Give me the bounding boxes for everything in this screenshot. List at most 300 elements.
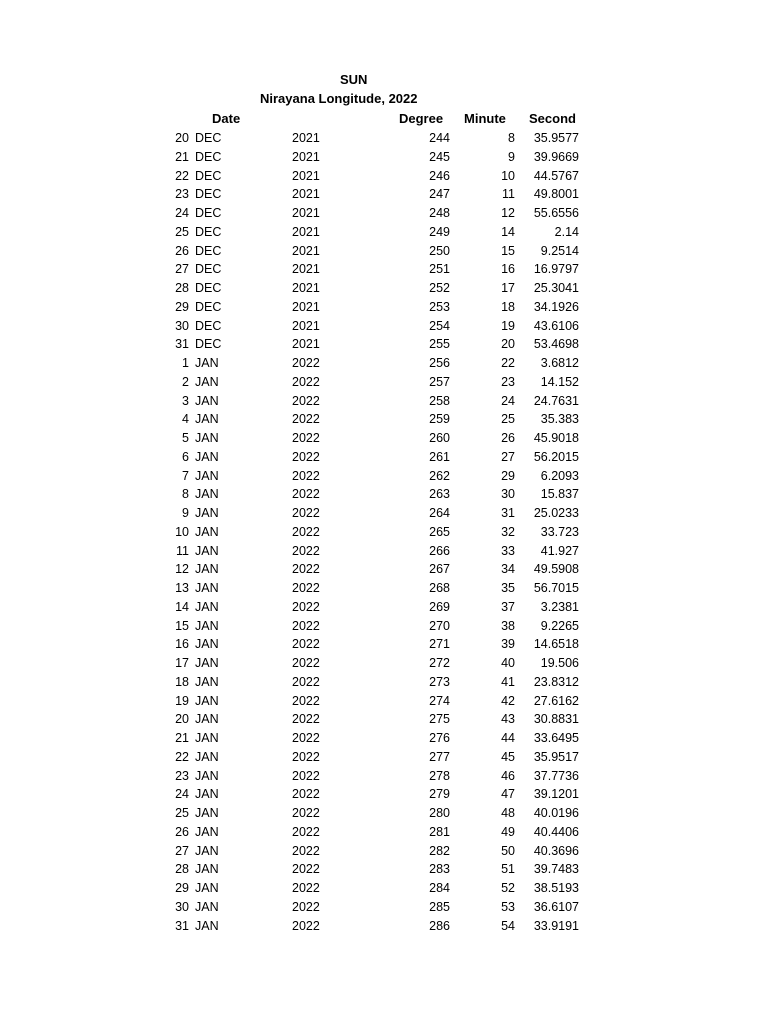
cell-year: 2021 <box>292 131 320 145</box>
cell-minute: 23 <box>501 374 515 389</box>
cell-month: JAN <box>195 749 219 764</box>
table-row <box>0 523 768 542</box>
cell-year: 2022 <box>292 562 320 577</box>
table-row <box>0 317 768 336</box>
table-row <box>0 448 768 467</box>
cell-month: JAN <box>195 374 219 389</box>
table-row <box>0 410 768 429</box>
cell-second: 30.8831 <box>533 712 579 727</box>
cell-month: JAN <box>195 449 219 464</box>
cell-day: 18 <box>175 674 189 689</box>
table-row <box>0 560 768 579</box>
cell-year: 2022 <box>292 899 320 914</box>
column-header-date: Date <box>212 111 241 126</box>
cell-degree: 264 <box>429 506 450 520</box>
cell-degree: 258 <box>429 393 450 408</box>
cell-month: DEC <box>195 149 222 164</box>
cell-year: 2022 <box>292 599 320 614</box>
cell-month: DEC <box>195 187 222 202</box>
cell-year: 2021 <box>292 224 320 239</box>
cell-second: 34.1926 <box>533 299 579 314</box>
cell-month: JAN <box>195 824 219 839</box>
cell-minute: 22 <box>501 356 515 370</box>
table-row <box>0 785 768 804</box>
cell-day: 14 <box>175 599 189 614</box>
cell-year: 2022 <box>292 581 320 595</box>
cell-day: 28 <box>175 281 189 295</box>
cell-minute: 50 <box>501 843 515 858</box>
cell-second: 49.8001 <box>533 187 579 202</box>
cell-day: 26 <box>175 243 189 258</box>
cell-month: JAN <box>195 918 219 933</box>
cell-year: 2022 <box>292 787 320 802</box>
cell-year: 2022 <box>292 487 320 502</box>
cell-degree: 254 <box>429 318 450 333</box>
cell-second: 14.6518 <box>533 637 579 652</box>
cell-month: JAN <box>195 881 219 895</box>
cell-year: 2022 <box>292 768 320 783</box>
cell-degree: 286 <box>429 918 450 933</box>
cell-second: 14.152 <box>540 374 579 389</box>
cell-year: 2022 <box>292 506 320 520</box>
cell-degree: 274 <box>429 693 450 708</box>
cell-day: 31 <box>175 337 189 352</box>
cell-second: 39.9669 <box>533 149 579 164</box>
cell-month: DEC <box>195 262 222 277</box>
cell-month: JAN <box>195 581 219 595</box>
table-row <box>0 223 768 242</box>
cell-day: 4 <box>182 412 189 427</box>
cell-degree: 279 <box>429 787 450 802</box>
table-row <box>0 485 768 504</box>
table-row <box>0 148 768 167</box>
cell-degree: 267 <box>429 562 450 577</box>
cell-day: 24 <box>175 206 189 220</box>
table-row <box>0 879 768 898</box>
cell-month: JAN <box>195 618 219 633</box>
cell-minute: 51 <box>501 862 515 877</box>
cell-year: 2022 <box>292 449 320 464</box>
table-row <box>0 842 768 861</box>
cell-minute: 24 <box>501 393 515 408</box>
cell-second: 53.4698 <box>533 337 579 352</box>
cell-second: 35.9577 <box>533 131 579 145</box>
table-row <box>0 354 768 373</box>
cell-day: 2 <box>182 374 189 389</box>
cell-degree: 285 <box>429 899 450 914</box>
cell-month: JAN <box>195 468 219 483</box>
cell-day: 6 <box>182 449 189 464</box>
cell-day: 5 <box>182 431 189 445</box>
cell-month: JAN <box>195 543 219 558</box>
cell-minute: 40 <box>501 656 515 670</box>
cell-minute: 41 <box>501 674 515 689</box>
cell-month: JAN <box>195 656 219 670</box>
cell-degree: 252 <box>429 281 450 295</box>
cell-month: DEC <box>195 281 222 295</box>
cell-second: 25.0233 <box>533 506 579 520</box>
cell-degree: 280 <box>429 806 450 820</box>
cell-second: 25.3041 <box>533 281 579 295</box>
cell-day: 12 <box>175 562 189 577</box>
table-row <box>0 279 768 298</box>
cell-degree: 247 <box>429 187 450 202</box>
longitude-table-body <box>0 129 768 935</box>
cell-second: 33.6495 <box>533 731 579 745</box>
cell-year: 2021 <box>292 318 320 333</box>
cell-degree: 271 <box>429 637 450 652</box>
cell-year: 2021 <box>292 299 320 314</box>
cell-day: 17 <box>175 656 189 670</box>
table-row <box>0 167 768 186</box>
cell-degree: 265 <box>429 524 450 539</box>
table-row <box>0 598 768 617</box>
cell-second: 39.1201 <box>533 787 579 802</box>
cell-minute: 43 <box>501 712 515 727</box>
cell-minute: 10 <box>501 168 515 183</box>
cell-year: 2021 <box>292 281 320 295</box>
cell-degree: 246 <box>429 168 450 183</box>
cell-day: 27 <box>175 843 189 858</box>
cell-year: 2022 <box>292 693 320 708</box>
cell-degree: 266 <box>429 543 450 558</box>
cell-degree: 250 <box>429 243 450 258</box>
column-header-minute: Minute <box>464 111 506 126</box>
cell-degree: 244 <box>429 131 450 145</box>
cell-degree: 256 <box>429 356 450 370</box>
cell-day: 7 <box>182 468 189 483</box>
cell-month: DEC <box>195 299 222 314</box>
cell-day: 30 <box>175 899 189 914</box>
cell-day: 21 <box>175 149 189 164</box>
table-subtitle: Nirayana Longitude, 2022 <box>260 91 418 106</box>
cell-second: 3.2381 <box>540 599 579 614</box>
cell-year: 2021 <box>292 187 320 202</box>
cell-minute: 54 <box>501 918 515 933</box>
cell-day: 20 <box>175 712 189 727</box>
cell-month: JAN <box>195 731 219 745</box>
cell-minute: 18 <box>501 299 515 314</box>
table-row <box>0 429 768 448</box>
cell-month: JAN <box>195 693 219 708</box>
cell-second: 9.2514 <box>540 243 579 258</box>
cell-minute: 14 <box>501 224 515 239</box>
cell-second: 40.4406 <box>533 824 579 839</box>
cell-month: JAN <box>195 806 219 820</box>
table-row <box>0 804 768 823</box>
cell-year: 2021 <box>292 262 320 277</box>
cell-degree: 260 <box>429 431 450 445</box>
cell-minute: 31 <box>501 506 515 520</box>
cell-year: 2021 <box>292 149 320 164</box>
cell-month: JAN <box>195 487 219 502</box>
cell-year: 2022 <box>292 918 320 933</box>
cell-minute: 48 <box>501 806 515 820</box>
cell-degree: 259 <box>429 412 450 427</box>
cell-month: DEC <box>195 243 222 258</box>
cell-minute: 26 <box>501 431 515 445</box>
cell-minute: 17 <box>501 281 515 295</box>
cell-day: 25 <box>175 806 189 820</box>
cell-second: 39.7483 <box>533 862 579 877</box>
cell-day: 21 <box>175 731 189 745</box>
cell-minute: 49 <box>501 824 515 839</box>
cell-month: JAN <box>195 562 219 577</box>
cell-degree: 270 <box>429 618 450 633</box>
cell-day: 16 <box>175 637 189 652</box>
cell-month: JAN <box>195 899 219 914</box>
cell-month: DEC <box>195 206 222 220</box>
table-row <box>0 710 768 729</box>
cell-degree: 249 <box>429 224 450 239</box>
cell-second: 6.2093 <box>540 468 579 483</box>
cell-minute: 16 <box>501 262 515 277</box>
cell-year: 2022 <box>292 749 320 764</box>
cell-minute: 34 <box>501 562 515 577</box>
cell-minute: 52 <box>501 881 515 895</box>
column-header-degree: Degree <box>399 111 444 126</box>
cell-degree: 272 <box>429 656 450 670</box>
table-row <box>0 654 768 673</box>
cell-second: 35.9517 <box>533 749 579 764</box>
cell-degree: 273 <box>429 674 450 689</box>
cell-second: 2.14 <box>554 224 579 239</box>
cell-minute: 27 <box>501 449 515 464</box>
cell-second: 55.6556 <box>533 206 579 220</box>
table-row <box>0 185 768 204</box>
cell-year: 2022 <box>292 618 320 633</box>
cell-month: JAN <box>195 843 219 858</box>
cell-minute: 39 <box>501 637 515 652</box>
cell-month: JAN <box>195 356 219 370</box>
cell-second: 40.3696 <box>533 843 579 858</box>
cell-degree: 284 <box>429 881 450 895</box>
cell-year: 2022 <box>292 824 320 839</box>
cell-minute: 30 <box>501 487 515 502</box>
table-row <box>0 917 768 936</box>
cell-minute: 8 <box>508 131 515 145</box>
cell-minute: 11 <box>502 187 515 202</box>
cell-minute: 35 <box>501 581 515 595</box>
column-header-second: Second <box>529 111 576 126</box>
cell-degree: 278 <box>429 768 450 783</box>
cell-year: 2022 <box>292 806 320 820</box>
cell-degree: 282 <box>429 843 450 858</box>
cell-degree: 263 <box>429 487 450 502</box>
cell-degree: 253 <box>429 299 450 314</box>
cell-year: 2022 <box>292 881 320 895</box>
table-row <box>0 542 768 561</box>
table-row <box>0 260 768 279</box>
cell-month: JAN <box>195 393 219 408</box>
cell-month: JAN <box>195 431 219 445</box>
cell-year: 2022 <box>292 393 320 408</box>
cell-year: 2022 <box>292 543 320 558</box>
cell-day: 26 <box>175 824 189 839</box>
cell-minute: 29 <box>501 468 515 483</box>
cell-day: 22 <box>175 168 189 183</box>
cell-second: 41.927 <box>540 543 579 558</box>
cell-second: 35.383 <box>540 412 579 427</box>
cell-day: 22 <box>175 749 189 764</box>
cell-second: 43.6106 <box>533 318 579 333</box>
cell-second: 3.6812 <box>540 356 579 370</box>
cell-year: 2021 <box>292 337 320 352</box>
cell-day: 9 <box>182 506 189 520</box>
cell-second: 36.6107 <box>533 899 579 914</box>
cell-year: 2022 <box>292 843 320 858</box>
cell-day: 23 <box>175 187 189 202</box>
cell-minute: 12 <box>501 206 515 220</box>
cell-second: 44.5767 <box>533 168 579 183</box>
table-row <box>0 298 768 317</box>
cell-day: 27 <box>175 262 189 277</box>
cell-month: DEC <box>195 318 222 333</box>
cell-degree: 276 <box>429 731 450 745</box>
cell-second: 33.9191 <box>533 918 579 933</box>
cell-year: 2022 <box>292 712 320 727</box>
cell-degree: 281 <box>429 824 450 839</box>
cell-month: JAN <box>195 768 219 783</box>
cell-degree: 262 <box>429 468 450 483</box>
cell-degree: 245 <box>429 149 450 164</box>
cell-month: JAN <box>195 506 219 520</box>
cell-day: 24 <box>175 787 189 802</box>
cell-minute: 33 <box>501 543 515 558</box>
table-row <box>0 692 768 711</box>
cell-second: 27.6162 <box>533 693 579 708</box>
table-row <box>0 335 768 354</box>
cell-second: 33.723 <box>540 524 579 539</box>
cell-day: 11 <box>176 543 189 558</box>
cell-second: 16.9797 <box>533 262 579 277</box>
cell-second: 9.2265 <box>540 618 579 633</box>
cell-degree: 248 <box>429 206 450 220</box>
cell-day: 3 <box>182 393 189 408</box>
table-title: SUN <box>340 72 368 87</box>
cell-year: 2022 <box>292 431 320 445</box>
cell-year: 2022 <box>292 656 320 670</box>
cell-year: 2022 <box>292 412 320 427</box>
table-row <box>0 204 768 223</box>
cell-year: 2022 <box>292 468 320 483</box>
cell-minute: 45 <box>501 749 515 764</box>
cell-second: 37.7736 <box>533 768 579 783</box>
cell-day: 29 <box>175 299 189 314</box>
cell-year: 2022 <box>292 356 320 370</box>
table-row <box>0 729 768 748</box>
cell-degree: 283 <box>429 862 450 877</box>
cell-second: 40.0196 <box>533 806 579 820</box>
cell-year: 2021 <box>292 243 320 258</box>
cell-degree: 255 <box>429 337 450 352</box>
cell-month: DEC <box>195 337 222 352</box>
cell-minute: 42 <box>501 693 515 708</box>
cell-day: 20 <box>175 131 189 145</box>
cell-day: 23 <box>175 768 189 783</box>
table-row <box>0 242 768 261</box>
cell-month: DEC <box>195 131 222 145</box>
cell-month: JAN <box>195 787 219 802</box>
cell-minute: 44 <box>501 731 515 745</box>
table-row <box>0 373 768 392</box>
cell-degree: 275 <box>429 712 450 727</box>
cell-day: 29 <box>175 881 189 895</box>
cell-day: 8 <box>182 487 189 502</box>
cell-degree: 261 <box>429 449 450 464</box>
cell-minute: 38 <box>501 618 515 633</box>
cell-second: 56.7015 <box>533 581 579 595</box>
cell-degree: 268 <box>429 581 450 595</box>
cell-month: JAN <box>195 599 219 614</box>
cell-minute: 20 <box>501 337 515 352</box>
table-row <box>0 392 768 411</box>
cell-degree: 269 <box>429 599 450 614</box>
table-row <box>0 617 768 636</box>
table-row <box>0 898 768 917</box>
cell-month: JAN <box>195 637 219 652</box>
table-row <box>0 767 768 786</box>
table-row <box>0 129 768 148</box>
cell-day: 25 <box>175 224 189 239</box>
cell-minute: 37 <box>501 599 515 614</box>
cell-year: 2021 <box>292 206 320 220</box>
cell-second: 19.506 <box>540 656 579 670</box>
table-row <box>0 860 768 879</box>
table-row <box>0 823 768 842</box>
cell-month: DEC <box>195 168 222 183</box>
table-row <box>0 579 768 598</box>
cell-day: 13 <box>175 581 189 595</box>
cell-month: JAN <box>195 674 219 689</box>
cell-minute: 25 <box>501 412 515 427</box>
cell-year: 2022 <box>292 637 320 652</box>
cell-second: 56.2015 <box>533 449 579 464</box>
cell-year: 2022 <box>292 524 320 539</box>
cell-minute: 46 <box>501 768 515 783</box>
cell-day: 15 <box>175 618 189 633</box>
cell-month: JAN <box>195 412 219 427</box>
cell-month: JAN <box>195 524 219 539</box>
cell-month: JAN <box>195 862 219 877</box>
cell-minute: 47 <box>501 787 515 802</box>
cell-degree: 251 <box>429 262 450 277</box>
cell-year: 2022 <box>292 862 320 877</box>
cell-day: 28 <box>175 862 189 877</box>
cell-day: 30 <box>175 318 189 333</box>
cell-second: 23.8312 <box>533 674 579 689</box>
cell-minute: 15 <box>501 243 515 258</box>
cell-degree: 257 <box>429 374 450 389</box>
cell-year: 2021 <box>292 168 320 183</box>
table-row <box>0 467 768 486</box>
cell-day: 19 <box>175 693 189 708</box>
cell-year: 2022 <box>292 731 320 745</box>
cell-minute: 53 <box>501 899 515 914</box>
cell-minute: 19 <box>501 318 515 333</box>
cell-month: JAN <box>195 712 219 727</box>
cell-second: 24.7631 <box>533 393 579 408</box>
cell-month: DEC <box>195 224 222 239</box>
cell-degree: 277 <box>429 749 450 764</box>
table-row <box>0 635 768 654</box>
cell-day: 31 <box>175 918 189 933</box>
cell-second: 45.9018 <box>533 431 579 445</box>
cell-day: 10 <box>175 524 189 539</box>
cell-minute: 32 <box>501 524 515 539</box>
table-row <box>0 673 768 692</box>
cell-day: 1 <box>182 356 189 370</box>
